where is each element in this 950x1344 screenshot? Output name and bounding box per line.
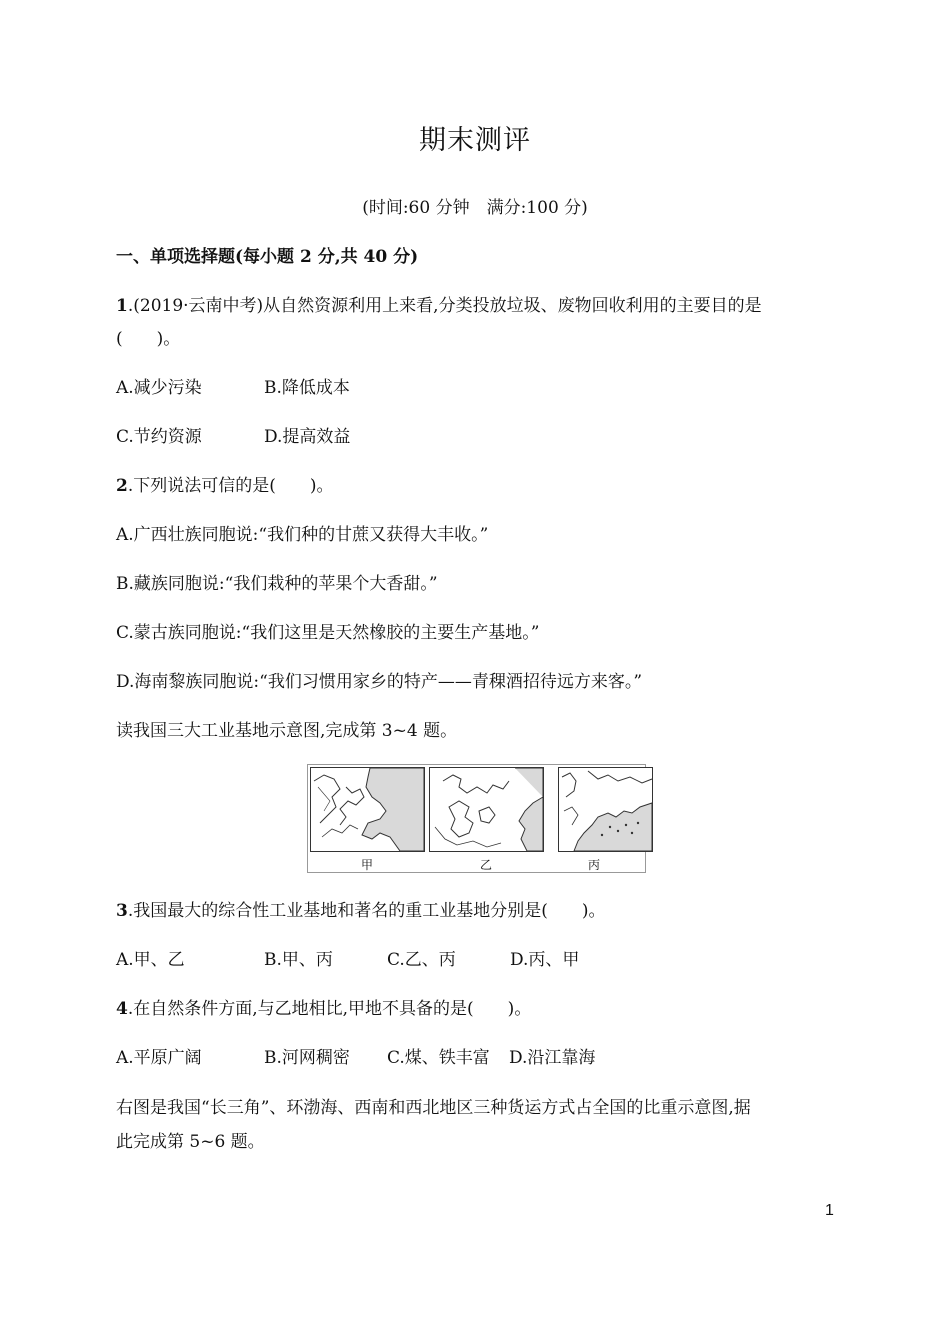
option-a: A.减少污染 (116, 378, 202, 398)
question-number: 2 (116, 476, 128, 496)
option-c: C.乙、丙 (387, 950, 456, 970)
question-1-options-row2 (116, 422, 350, 447)
option-a: A.平原广阔 (116, 1048, 202, 1068)
page-number: 1 (825, 1202, 834, 1219)
question-3 (116, 896, 606, 921)
question-1-options-row1 (116, 373, 350, 398)
question-number: 3 (116, 901, 128, 921)
option-b: B.降低成本 (264, 378, 350, 398)
option-c: C.煤、铁丰富 (387, 1048, 490, 1068)
option-d: D.提高效益 (264, 427, 351, 447)
question-1-blank: ( )。 (116, 329, 181, 349)
figure-intro-line1: 右图是我国“长三角”、环渤海、西南和西北地区三种货运方式占全国的比重示意图,据 (116, 1098, 751, 1118)
question-number: 4 (116, 999, 128, 1019)
figure-intro: 读我国三大工业基地示意图,完成第 3~4 题。 (116, 721, 458, 741)
option-d: D.沿江靠海 (509, 1048, 596, 1068)
map-label-bing: 丙 (587, 858, 600, 872)
question-text: .下列说法可信的是( )。 (127, 476, 334, 496)
question-4-options (116, 1043, 595, 1068)
question-2 (116, 471, 334, 496)
option-d: D.丙、甲 (510, 950, 580, 970)
option-a: A.甲、乙 (116, 950, 185, 970)
industrial-base-maps (307, 764, 646, 873)
option-b: B.甲、丙 (264, 950, 333, 970)
question-text: .在自然条件方面,与乙地相比,甲地不具备的是( )。 (127, 999, 532, 1019)
section-heading: 一、单项选择题(每小题 2 分,共 40 分) (116, 247, 419, 267)
option-a: A.广西壮族同胞说:“我们种的甘蔗又获得大丰收。” (116, 525, 489, 545)
page-title: 期末测评 (419, 125, 531, 156)
map-jia (310, 767, 425, 856)
question-text: .(2019·云南中考)从自然资源利用上来看,分类投放垃圾、废物回收利用的主要目的是 (127, 296, 762, 316)
question-number: 1 (116, 296, 128, 316)
option-c: C.蒙古族同胞说:“我们这里是天然橡胶的主要生产基地。” (116, 623, 540, 643)
option-c: C.节约资源 (116, 427, 202, 447)
map-yi (429, 767, 544, 856)
question-3-options (116, 945, 579, 970)
exam-info: (时间:60 分钟 满分:100 分) (362, 198, 588, 218)
map-label-jia: 甲 (360, 858, 373, 872)
option-d: D.海南黎族同胞说:“我们习惯用家乡的特产——青稞酒招待远方来客。” (116, 672, 643, 692)
figure-intro-line2: 此完成第 5~6 题。 (116, 1132, 265, 1152)
option-b: B.河网稠密 (264, 1048, 350, 1068)
question-1 (116, 291, 762, 316)
option-b: B.藏族同胞说:“我们栽种的苹果个大香甜。” (116, 574, 438, 594)
question-text: .我国最大的综合性工业基地和著名的重工业基地分别是( )。 (127, 901, 606, 921)
question-4 (116, 994, 531, 1019)
map-label-yi: 乙 (479, 858, 492, 872)
map-bing (548, 767, 663, 856)
